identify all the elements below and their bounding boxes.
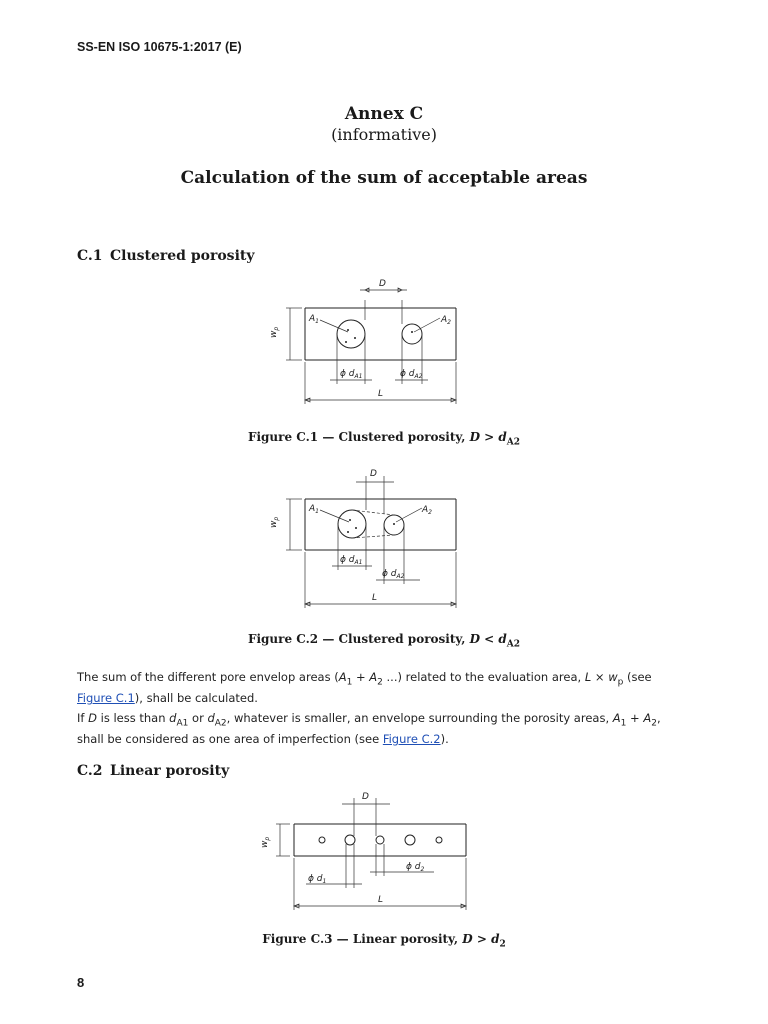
dim-D: D bbox=[379, 279, 386, 289]
section-title: Linear porosity bbox=[110, 763, 230, 779]
document-header: SS-EN ISO 10675-1:2017 (E) bbox=[77, 40, 242, 54]
figure-c1-caption: Figure C.1 — Clustered porosity, $D > d_{A2}$ bbox=[247, 430, 521, 448]
dim-D: D bbox=[362, 792, 369, 802]
dim-wp: $w_p$ bbox=[269, 516, 280, 528]
section-title: Clustered porosity bbox=[110, 248, 255, 264]
dim-L: L bbox=[378, 389, 384, 399]
dim-wp: $w_p$ bbox=[260, 836, 271, 848]
dim-dA1: ϕ $d_{A1}$ bbox=[340, 555, 363, 566]
figure-c2-link[interactable]: Figure C.2 bbox=[382, 732, 441, 747]
dim-d2: ϕ $d_2$ bbox=[406, 862, 425, 873]
label-A2: $A_2$ bbox=[422, 505, 432, 516]
dim-wp: $w_p$ bbox=[269, 326, 280, 338]
annex-title: Annex C bbox=[344, 104, 424, 124]
paragraph-1: The sum of the different pore envelop areas ($A_1 + A_2$ ...) related to the evaluation area, $L \times w_p$ (see Figure C.1), shall be calculated. bbox=[77, 670, 652, 706]
figure-c2-caption: Figure C.2 — Clustered porosity, $D < d_{A2}$ bbox=[247, 632, 521, 650]
dim-D: D bbox=[370, 469, 377, 479]
figure-c2-diagram bbox=[260, 462, 500, 612]
figure-c1-link[interactable]: Figure C.1 bbox=[77, 691, 135, 706]
figure-c1-diagram bbox=[260, 272, 500, 412]
section-c2-heading bbox=[77, 763, 229, 779]
annex-subtitle: (informative) bbox=[331, 125, 437, 144]
envelope-outline bbox=[352, 510, 394, 538]
label-A2: $A_2$ bbox=[441, 315, 451, 326]
section-c1-heading bbox=[77, 248, 254, 264]
dim-L: L bbox=[372, 593, 378, 603]
paragraph-2: If D is less than $d_{A1}$ or $d_{A2}$, whatever is smaller, an envelope surrounding the porosity areas, $A_1 + A_2$, shall be considered as one area of imperfection (see Figure C.2). bbox=[77, 711, 661, 747]
section-number: C.1 bbox=[77, 248, 103, 264]
annex-heading: Calculation of the sum of acceptable areas bbox=[180, 168, 588, 188]
dim-dA1: ϕ $d_{A1}$ bbox=[340, 369, 363, 380]
label-A1: $A_1$ bbox=[309, 504, 319, 515]
dim-L: L bbox=[378, 895, 384, 905]
section-number: C.2 bbox=[77, 763, 103, 779]
figure-c3-diagram bbox=[250, 788, 480, 912]
pore-a2 bbox=[402, 324, 422, 344]
dim-dA2: ϕ $d_{A2}$ bbox=[382, 569, 405, 580]
dim-d1: ϕ $d_1$ bbox=[308, 874, 327, 885]
dim-dA2: ϕ $d_{A2}$ bbox=[400, 369, 423, 380]
pore-a1 bbox=[338, 510, 366, 538]
figure-c3-caption: Figure C.3 — Linear porosity, $D > d_2$ bbox=[262, 932, 506, 950]
label-A1: $A_1$ bbox=[309, 314, 319, 325]
pore-a1 bbox=[337, 320, 365, 348]
page-number: 8 bbox=[77, 975, 85, 990]
